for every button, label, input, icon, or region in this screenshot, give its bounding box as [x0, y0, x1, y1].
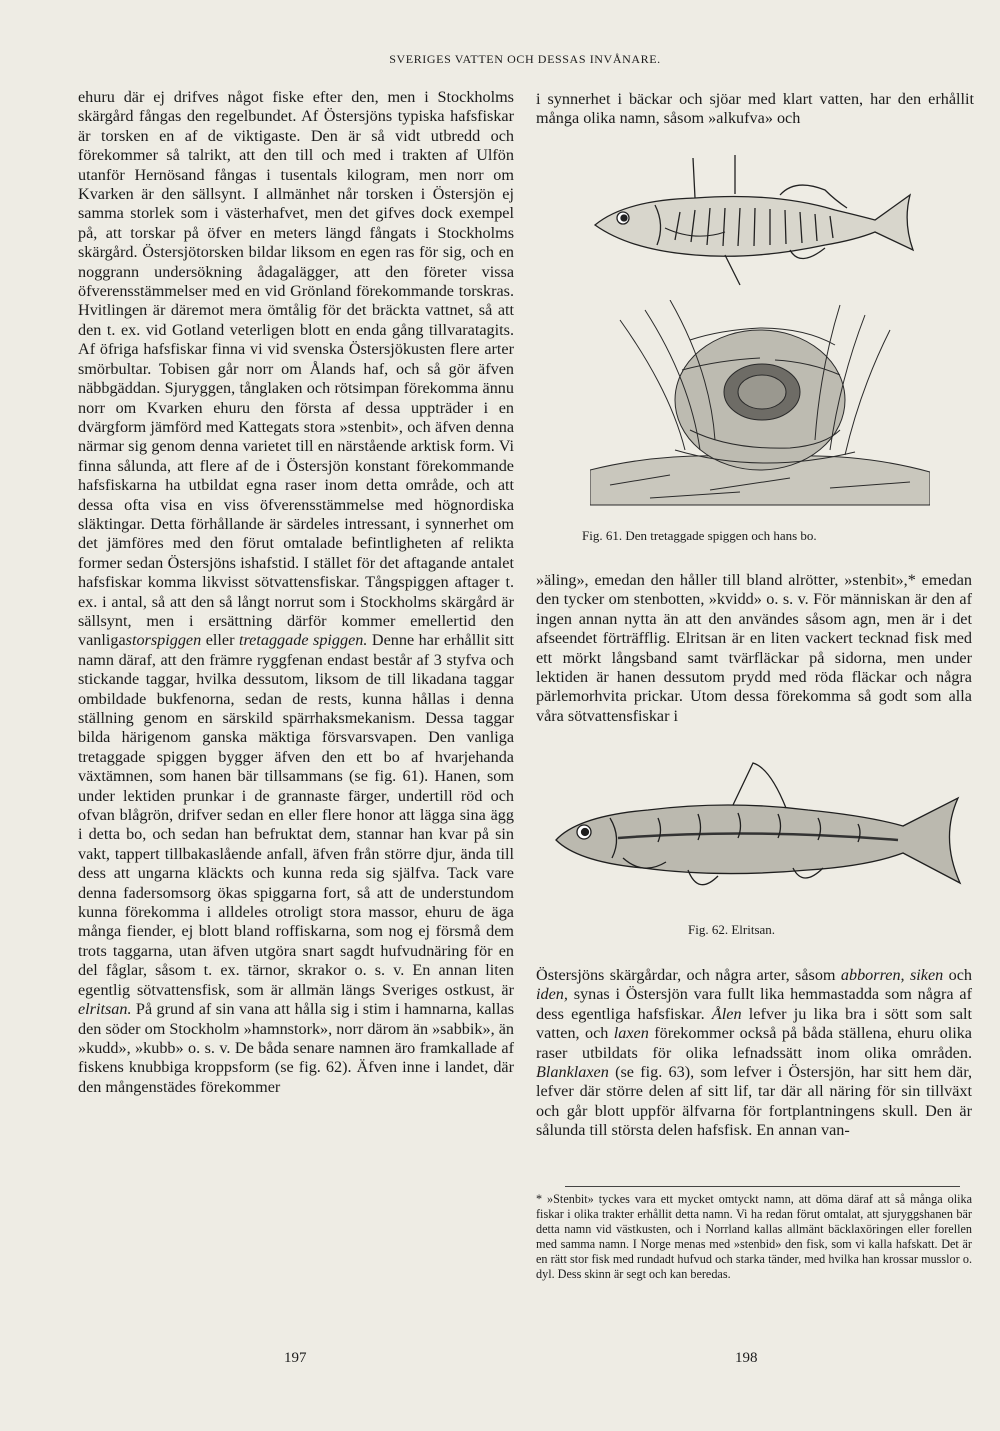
text-run: Östersjöns skärgårdar, och några arter, såsom — [536, 966, 841, 984]
right-column-middle — [536, 571, 972, 726]
footnote-divider — [565, 1186, 960, 1187]
figure-62-caption: Fig. 62. Elritsan. — [688, 922, 776, 937]
text-run: och — [943, 966, 972, 984]
figure-61-caption: Fig. 61. Den tretaggade spiggen och hans bo. — [582, 528, 817, 543]
italic-term: elritsan. — [78, 1000, 132, 1019]
footnote — [536, 1192, 972, 1282]
text-run: förekommer också på båda ställena, ehuru olika raser utbildats för olika lefnadssätt inom olika områden. — [536, 1024, 972, 1062]
text-run: På grund af sin vana att hålla sig i stim i hamnarna, kallas den söder om Stockholm »hamnstork», norr därom än »sabbik», än »kudd», »kubb» o. s. v. De båda senare namnen äro framkallade af fiskens knubbiga kroppsform (se fig. 62). Äfven inne i landet, där den mångenstädes förekommer — [78, 1000, 514, 1096]
right-column-bottom-text — [536, 966, 972, 1141]
italic-term: abborren, siken — [840, 966, 944, 984]
left-column-text — [78, 88, 514, 1097]
stickleback-illustration — [585, 150, 925, 300]
italic-term: storspiggen — [125, 631, 202, 650]
italic-term: Blanklaxen — [536, 1063, 609, 1082]
italic-term: tretaggade spiggen. — [238, 631, 368, 650]
italic-term: iden, — [536, 985, 568, 1004]
text-run: (se fig. 63), som lefver i Östersjön, har sitt hem där, lefver där större delen af sitt lif, tar där all näring för sin tillväxt och går blott uppför älfvarna för fortplantningens skull. Den är sålunda till största delen hafsfisk. En annan van- — [536, 1063, 972, 1140]
nest-illustration — [590, 300, 930, 515]
italic-term: Ålen — [711, 1004, 742, 1023]
footnote-text: * »Stenbit» tyckes vara ett mycket omtyckt namn, att döma däraf att så många olika fiskar i olika trakter erhållit detta namn. Vi ha redan förut omtalat, att sjuryggshanen bär detta namn vid västkusten, och i Norrland kallas allmänt bäcklaxöringen eller forellen med samma namn. I Norge menas med »stenbid» den fisk, som vi kalla hafskatt. Det är en rätt stor fisk med rundadt hufvud och starka tänder, med hvilka han krossar musslor o. dyl. Dess skinn är segt och kan beredas. — [536, 1192, 972, 1281]
italic-term: laxen — [613, 1024, 649, 1043]
minnow-illustration — [548, 758, 968, 923]
right-column-bottom — [536, 966, 972, 1141]
text-run: eller — [201, 631, 239, 650]
right-column-top-text: i synnerhet i bäckar och sjöar med klart vatten, har den erhållit många olika namn, såsom »alkufva» och — [536, 90, 974, 128]
text-run: synas i Östersjön vara fullt lika hemmastadda som några af dess egentliga hafsfiskar. — [536, 985, 972, 1023]
right-column-middle-text: »äling», emedan den håller till bland alrötter, »stenbit»,* emedan den tycker om stenbotten, »kvidd» o. s. v. För människan är den af ingen annan nytta än att den användes såsom agn, men är i det afseendet förträfflig. Elritsan är en liten vackert tecknad fisk med ett mörkt långsband samt tvärfläckar på sidorna, men under lektiden är hanen dessutom prydd med röda fläckar och några pärlemorhvita prickar. Utom dessa förekomma så godt som alla våra sötvattensfiskar i — [536, 571, 972, 725]
right-column-top — [536, 90, 974, 129]
page-number-left: 197 — [284, 1350, 307, 1366]
running-head: SVERIGES VATTEN OCH DESSAS INVÅNARE. — [389, 52, 661, 66]
text-run: ehuru där ej drifves något fiske efter den, men i Stockholms skärgård fångas den regelbundet. Af Östersjöns typiska hafsfiskar är torsken en af de viktigaste. Den är så vidt utbredd och förekommer så talrikt, att den till och med i trakten af Ulfön utanför Hernösand fångas i tusentals kilogram, men norr om Kvarken är den sällsynt. I allmänhet når torsken i Östersjön ej samma storlek som i västerhafvet, men det gifves dock exempel på, att torskar på öfver en meters längd fångats i Stockholms skärgård. Östersjötorsken bildar liksom en egen ras för sig, och en noggrann undersökning ådagalägger, att den företer vissa öfverensstämmelser med en vid Grönland förekommande torskras. Hvitlingen är däremot mera ömtålig för det bräckta vattnet, så att den t. ex. vid Gotland veterligen blott en enda gång tillvaratagits. Af öfriga hafsfiskar finna vi vid svenska Östersjökusten flere arter smörbultar. Tobisen går norr om Ålands haf, och så gör äfven näbbgäddan. Sjuryggen, tånglaken och rötsimpan förekomma ännu norr om Kvarken ehuru den första af dessa uppträder i en dvärgform jämförd med Kattegats stora »stenbit», och äfven denna närmar sig genom denna varietet till en närstående arktisk form. Vi finna sålunda, att flere af de i Östersjön konstant förekommande hafsfiskarna ha utbildat egna raser inom detta område, och att dessa ofta visa en viss öfverensstämmelse med högnordiska släktingar. Detta förhållande är särdeles intressant, i synnerhet om det jämföres med den förut omtalade befintligheten af relikta former sedan Östersjöns ishafstid. I stället för det aftagande antalet hafsfiskar komma likvisst sötvattensfiskar. Tångspiggen aftager t. ex. i antal, så att den så långt norrut som i Stockholms skärgård är sällsynt, men i ersättning därför kommer emellertid den vanliga — [78, 88, 514, 650]
text-run: lefver ju lika bra i sött som salt vatten, och — [536, 1004, 973, 1043]
page-number-right: 198 — [735, 1350, 758, 1366]
left-column — [78, 88, 514, 1097]
text-run: Denne har erhållit sitt namn däraf, att den främre ryggfenan endast består af 3 styfva och stickande taggar, hvilka dessutom, liksom de till likadana taggar ombildade bukfenorna, sedan de rests, kunna hållas i denna ställning genom en särskild spärrhaksmekanism. Dessa taggar bilda härigenom ganska mäktiga försvarsvapen. Den vanliga tretaggade spiggen bygger äfven den ett bo af hvarjehanda växtämnen, som hanen bär tillsammans (se fig. 61). Hanen, som under lektiden prunkar i de grannaste färger, undertill röd och ofvan blågrön, drifver sedan en eller flere honor att lägga sina ägg i detta bo, och sedan han befruktat dem, stannar han kvar på sin vakt, tappert tillbakaslående anfall, äfven från större djur, ända till dess att ungarna kläckts och kunna reda sig själfva. Tack vare denna fadersomsorg ökas spiggarna fort, så att de understundom kunna förekomma i alldeles otroligt stora massor, ehuru de äga många fiender, ej blott bland roffiskarna, som nog ej försmå dem trots taggarna, utan äfven utgöra snart sagdt hufvudnäring för en del fåglar, såsom t. ex. tärnor, skrakor o. s. v. En annan liten egentlig sötvattensfisk, som är allmän längs Sveriges ostkust, är — [78, 631, 514, 999]
